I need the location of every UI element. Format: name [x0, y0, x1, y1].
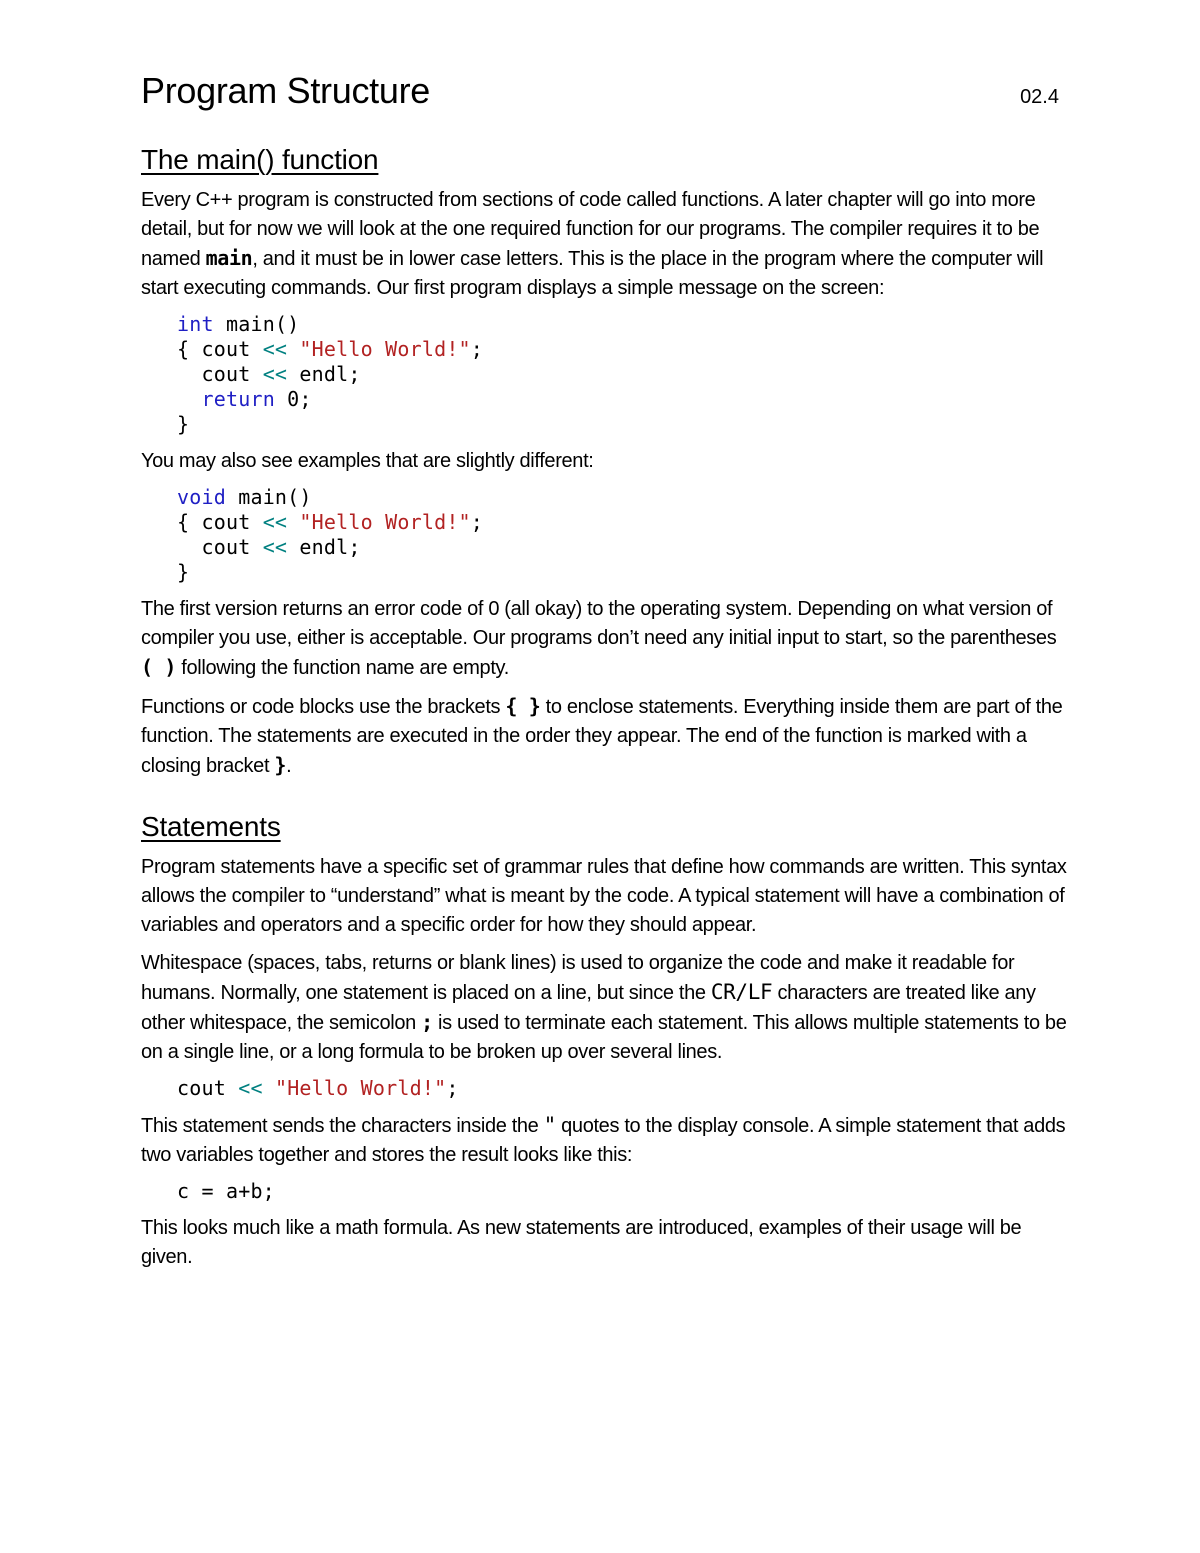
- code-text: [287, 510, 299, 534]
- code-text: ;: [446, 1076, 459, 1100]
- code-line: [177, 362, 1071, 387]
- document-page: [141, 70, 1071, 1281]
- inline-code-quote: ": [543, 1113, 556, 1137]
- code-text: 0;: [274, 387, 312, 411]
- code-text: ;: [470, 510, 484, 534]
- text-run: This statement sends the characters inside the: [141, 1115, 544, 1137]
- code-keyword: void: [177, 485, 226, 509]
- code-line: }: [177, 412, 190, 436]
- text-run: quotes to the display console. A simple statement that adds two variables together and stores the result looks like this:: [141, 1115, 1066, 1166]
- code-string: "Hello World!": [299, 337, 471, 361]
- code-line: }: [177, 560, 190, 584]
- inline-code-brackets: { }: [505, 694, 541, 718]
- code-line: [177, 337, 1071, 362]
- page-header: [141, 70, 1071, 124]
- code-text: endl;: [287, 362, 361, 386]
- text-run: Every C++ program is constructed from sections of code called functions. A later chapter will go into more detail, but for now we will look at the one required function for our programs. The compiler requires it to be named: [141, 189, 1040, 270]
- code-operator: <<: [262, 362, 288, 386]
- code-block-void-main: [177, 485, 1071, 585]
- code-operator: <<: [262, 535, 288, 559]
- code-operator: <<: [262, 510, 288, 534]
- code-text: cout: [177, 362, 263, 386]
- paragraph-math-formula: This looks much like a math formula. As new statements are introduced, examples of their usage will be given.: [141, 1217, 1022, 1268]
- text-run: characters are treated like any other whitespace, the semicolon: [141, 982, 1036, 1034]
- paragraph-grammar: Program statements have a specific set of grammar rules that define how commands are written. This syntax allows the compiler to “understand” what is meant by the code. A typical statement will have a combination of variables and operators and a specific order for how they should appear.: [141, 856, 1067, 936]
- code-line: [177, 1076, 1071, 1101]
- code-text: main(): [213, 312, 300, 336]
- code-block-assignment: [177, 1179, 1071, 1204]
- section-number: 02.4: [1020, 86, 1059, 108]
- inline-code-semicolon: ;: [421, 1010, 433, 1034]
- text-run: following the function name are empty.: [176, 657, 509, 679]
- code-line: [177, 485, 1071, 510]
- code-block-int-main: [177, 312, 1071, 437]
- text-run: Whitespace (spaces, tabs, returns or blank lines) is used to organize the code and make it readable for humans. Normally, one statement is placed on a line, but since the: [141, 952, 1015, 1004]
- code-text: { cout: [177, 337, 263, 361]
- page-title: Program Structure: [141, 70, 430, 111]
- code-block-cout: [177, 1076, 1071, 1101]
- code-text: [287, 337, 299, 361]
- code-keyword: return: [201, 387, 275, 411]
- code-line: [177, 510, 1071, 535]
- code-keyword: int: [177, 312, 214, 336]
- paragraph-brackets: [141, 692, 1071, 781]
- text-run: to enclose statements. Everything inside them are part of the function. The statements are executed in the order they appear. The end of the function is marked with a closing bracket: [141, 696, 1063, 777]
- code-text: [177, 387, 201, 411]
- inline-code-parentheses: ( ): [141, 655, 177, 679]
- code-text: endl;: [287, 535, 361, 559]
- code-text: [263, 1076, 275, 1100]
- paragraph-cout-explanation: [141, 1111, 1071, 1170]
- code-operator: <<: [262, 337, 288, 361]
- text-run: is used to terminate each statement. This allows multiple statements to be on a single line, or a long formula to be broken up over several lines.: [141, 1012, 1067, 1063]
- code-string: "Hello World!": [299, 510, 471, 534]
- inline-code-crlf: CR/LF: [710, 980, 773, 1004]
- text-run: .: [286, 755, 292, 777]
- heading-statements: Statements: [141, 811, 281, 842]
- code-text: main(): [225, 485, 312, 509]
- paragraph-return-code: [141, 595, 1071, 683]
- paragraph-whitespace: [141, 949, 1071, 1067]
- paragraph-functions-intro: [141, 186, 1071, 303]
- inline-code-main: main: [205, 246, 253, 270]
- code-text: ;: [470, 337, 484, 361]
- code-text: cout: [177, 1076, 239, 1100]
- code-operator: <<: [238, 1076, 263, 1100]
- code-line: c = a+b;: [177, 1179, 275, 1203]
- text-run: The first version returns an error code of 0 (all okay) to the operating system. Depending on what version of compiler you use, either is acceptable. Our programs don’t need any initial input to start, so the parentheses: [141, 598, 1057, 649]
- code-line: [177, 535, 1071, 560]
- code-line: [177, 312, 1071, 337]
- text-run: Functions or code blocks use the brackets: [141, 696, 506, 718]
- heading-main-function: The main() function: [141, 144, 379, 175]
- paragraph-variants: You may also see examples that are slightly different:: [141, 450, 594, 472]
- code-text: cout: [177, 535, 263, 559]
- text-run: , and it must be in lower case letters. This is the place in the program where the computer will start executing commands. Our first program displays a simple message on the screen:: [141, 248, 1044, 299]
- code-line: [177, 387, 1071, 412]
- inline-code-closing-bracket: }: [274, 753, 287, 777]
- code-text: { cout: [177, 510, 263, 534]
- code-string: "Hello World!": [274, 1076, 447, 1100]
